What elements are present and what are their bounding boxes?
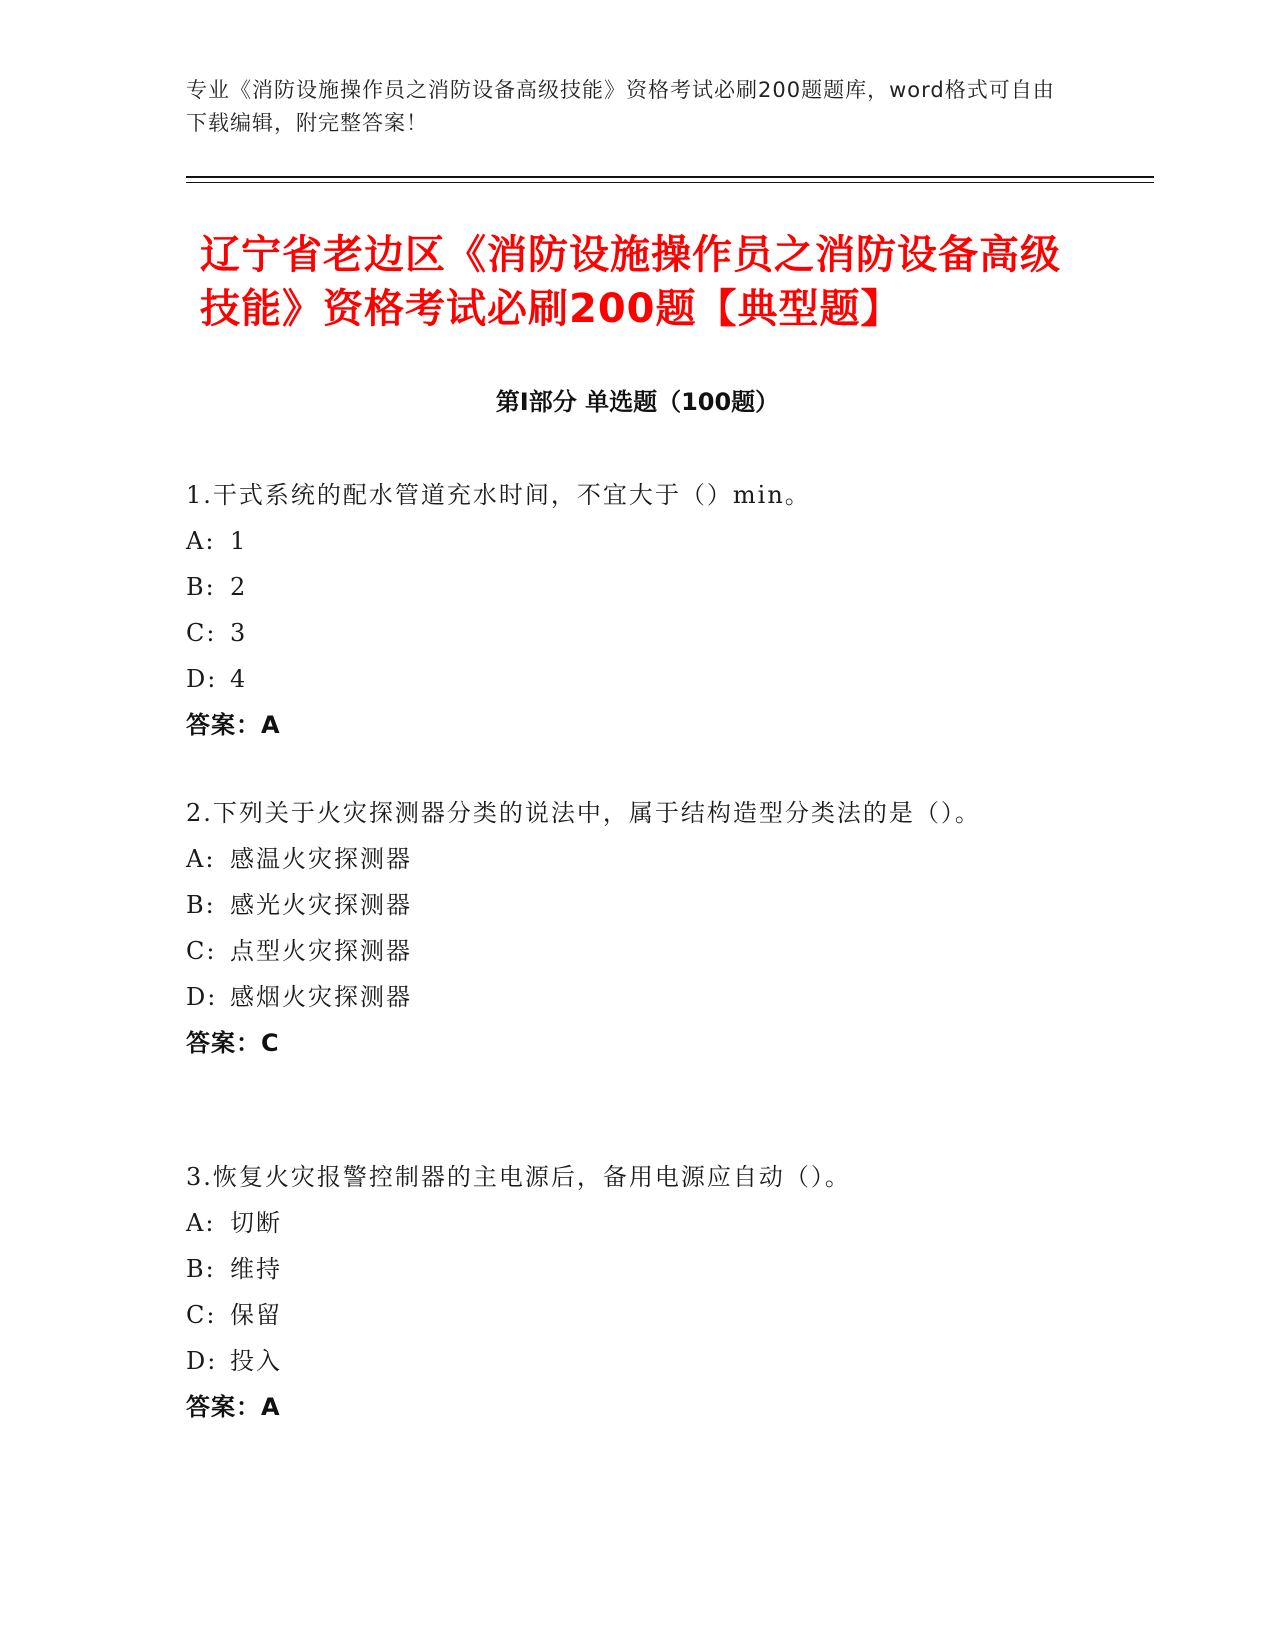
option-d [186, 656, 1066, 702]
option-b [186, 564, 1066, 610]
option-letter: C: [186, 619, 217, 647]
question-stem: 3.恢复火灾报警控制器的主电源后，备用电源应自动（）。 [186, 1163, 851, 1191]
question-3 [186, 1154, 1066, 1430]
question-stem: 1.干式系统的配水管道充水时间，不宜大于（）min。 [186, 481, 811, 509]
option-letter: D: [186, 1347, 218, 1375]
document-title: 辽宁省老边区《消防设施操作员之消防设备高级技能》资格考试必刷200题【典型题】 [200, 232, 1061, 332]
option-text: 4 [230, 665, 248, 693]
option-letter: B: [186, 891, 216, 919]
option-a [186, 836, 1066, 882]
answer-value: A [261, 711, 281, 739]
option-text: 切断 [230, 1209, 282, 1237]
option-text: 1 [230, 527, 248, 555]
answer-value: C [261, 1029, 280, 1057]
option-b [186, 882, 1066, 928]
answer-line [186, 702, 1066, 748]
answer-value: A [261, 1393, 281, 1421]
option-letter: B: [186, 1255, 216, 1283]
header-divider-thick [186, 176, 1154, 178]
answer-line [186, 1384, 1066, 1430]
option-text: 感光火灾探测器 [230, 891, 412, 919]
option-text: 2 [230, 573, 248, 601]
option-d [186, 1338, 1066, 1384]
section-heading: 第Ⅰ部分 单选题（100题） [495, 388, 780, 416]
option-a [186, 518, 1066, 564]
option-c [186, 1292, 1066, 1338]
option-c [186, 928, 1066, 974]
option-letter: C: [186, 937, 217, 965]
option-text: 点型火灾探测器 [230, 937, 412, 965]
option-text: 3 [230, 619, 248, 647]
option-letter: B: [186, 573, 216, 601]
header-divider-thin [186, 182, 1154, 183]
option-letter: A: [186, 527, 216, 555]
option-d [186, 974, 1066, 1020]
answer-line [186, 1020, 1066, 1066]
option-b [186, 1246, 1066, 1292]
option-letter: C: [186, 1301, 217, 1329]
answer-label: 答案： [186, 711, 261, 739]
option-text: 感烟火灾探测器 [230, 983, 412, 1011]
option-text: 维持 [230, 1255, 282, 1283]
question-2 [186, 790, 1066, 1066]
option-c [186, 610, 1066, 656]
option-letter: D: [186, 983, 218, 1011]
header-note: 专业《消防设施操作员之消防设备高级技能》资格考试必刷200题题库，word格式可自由下载编辑，附完整答案！ [186, 78, 1055, 135]
answer-label: 答案： [186, 1393, 261, 1421]
option-text: 保留 [230, 1301, 282, 1329]
question-stem: 2.下列关于火灾探测器分类的说法中，属于结构造型分类法的是（）。 [186, 799, 981, 827]
option-a [186, 1200, 1066, 1246]
answer-label: 答案： [186, 1029, 261, 1057]
question-1 [186, 472, 1066, 748]
option-text: 投入 [230, 1347, 282, 1375]
option-text: 感温火灾探测器 [230, 845, 412, 873]
option-letter: D: [186, 665, 218, 693]
option-letter: A: [186, 1209, 216, 1237]
option-letter: A: [186, 845, 216, 873]
